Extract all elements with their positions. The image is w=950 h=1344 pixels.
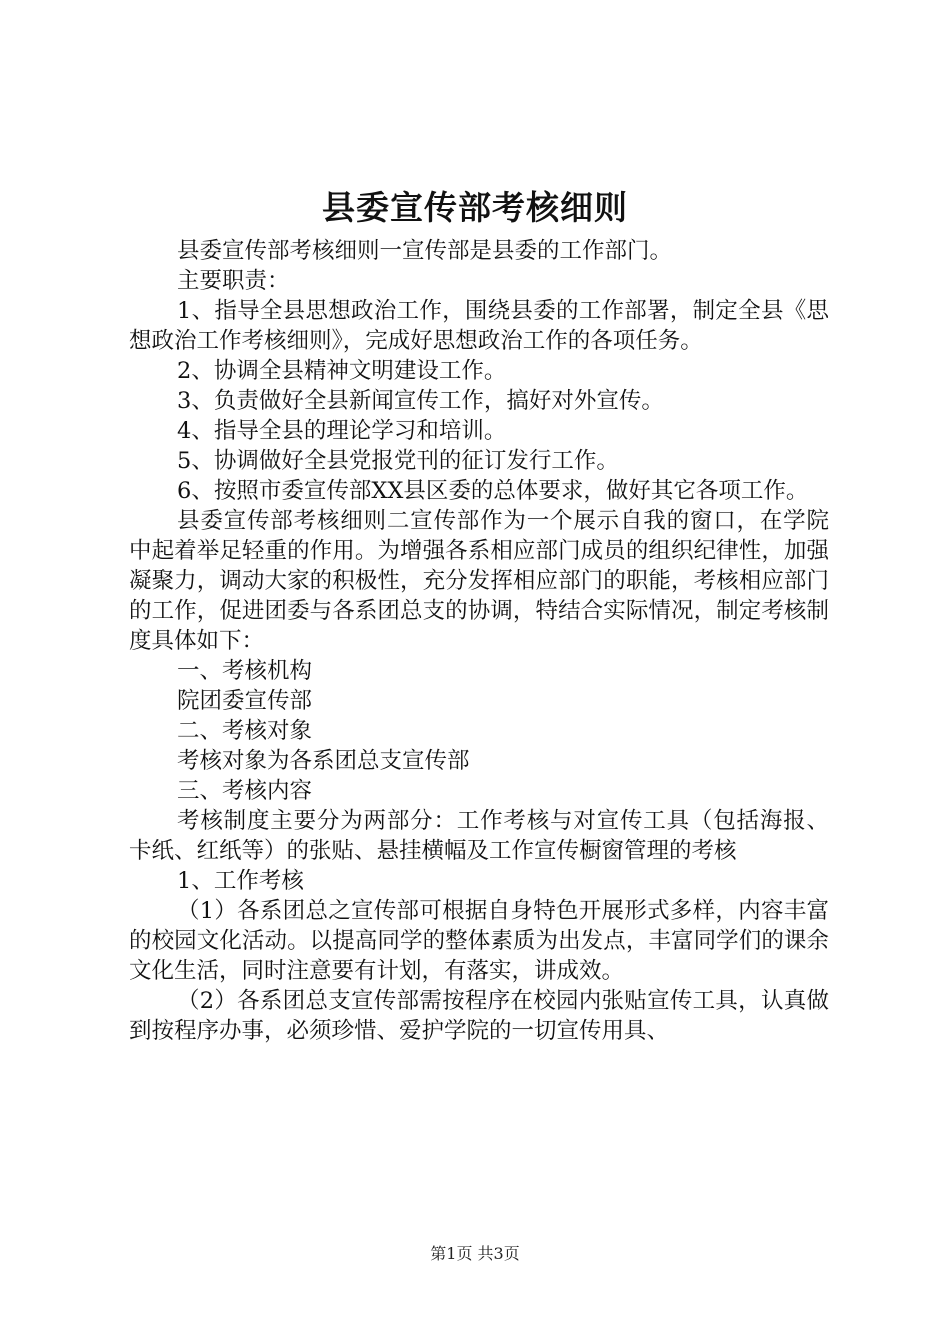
paragraph: 考核制度主要分为两部分：工作考核与对宣传工具（包括海报、卡纸、红纸等）的张贴、悬挂横幅及工作宣传橱窗管理的考核 bbox=[129, 808, 829, 864]
paragraph: 3、负责做好全县新闻宣传工作，搞好对外宣传。 bbox=[177, 388, 664, 414]
section-heading: 二、考核对象 bbox=[177, 718, 313, 744]
paragraph: 主要职责： bbox=[177, 268, 290, 294]
document-title: 县委宣传部考核细则 bbox=[322, 188, 628, 227]
paragraph: 4、指导全县的理论学习和培训。 bbox=[177, 418, 507, 444]
section-heading: 三、考核内容 bbox=[177, 778, 313, 804]
paragraph: 院团委宣传部 bbox=[177, 688, 313, 714]
paragraph: 县委宣传部考核细则一宣传部是县委的工作部门。 bbox=[177, 238, 673, 264]
paragraph: 县委宣传部考核细则二宣传部作为一个展示自我的窗口，在学院中起着举足轻重的作用。为增强各系相应部门成员的组织纪律性，加强凝聚力，调动大家的积极性，充分发挥相应部门的职能，考核相应部门的工作，促进团委与各系团总支的协调，特结合实际情况，制定考核制度具体如下： bbox=[129, 508, 829, 654]
paragraph: 考核对象为各系团总支宣传部 bbox=[177, 748, 470, 774]
section-heading: 一、考核机构 bbox=[177, 658, 313, 684]
paragraph: 5、协调做好全县党报党刊的征订发行工作。 bbox=[177, 448, 619, 474]
document-body bbox=[129, 236, 829, 1046]
paragraph: （1）各系团总之宣传部可根据自身特色开展形式多样，内容丰富的校园文化活动。以提高同学的整体素质为出发点，丰富同学们的课余文化生活，同时注意要有计划，有落实，讲成效。 bbox=[129, 898, 829, 984]
page-footer: 第1页 共3页 bbox=[430, 1244, 520, 1263]
paragraph: （2）各系团总支宣传部需按程序在校园内张贴宣传工具，认真做到按程序办事，必须珍惜、爱护学院的一切宣传用具、 bbox=[129, 988, 829, 1044]
section-heading: 1、工作考核 bbox=[177, 868, 304, 894]
paragraph: 6、按照市委宣传部XX县区委的总体要求，做好其它各项工作。 bbox=[177, 478, 809, 504]
paragraph: 1、指导全县思想政治工作，围绕县委的工作部署，制定全县《思想政治工作考核细则》，完成好思想政治工作的各项任务。 bbox=[129, 298, 829, 354]
paragraph: 2、协调全县精神文明建设工作。 bbox=[177, 358, 507, 384]
